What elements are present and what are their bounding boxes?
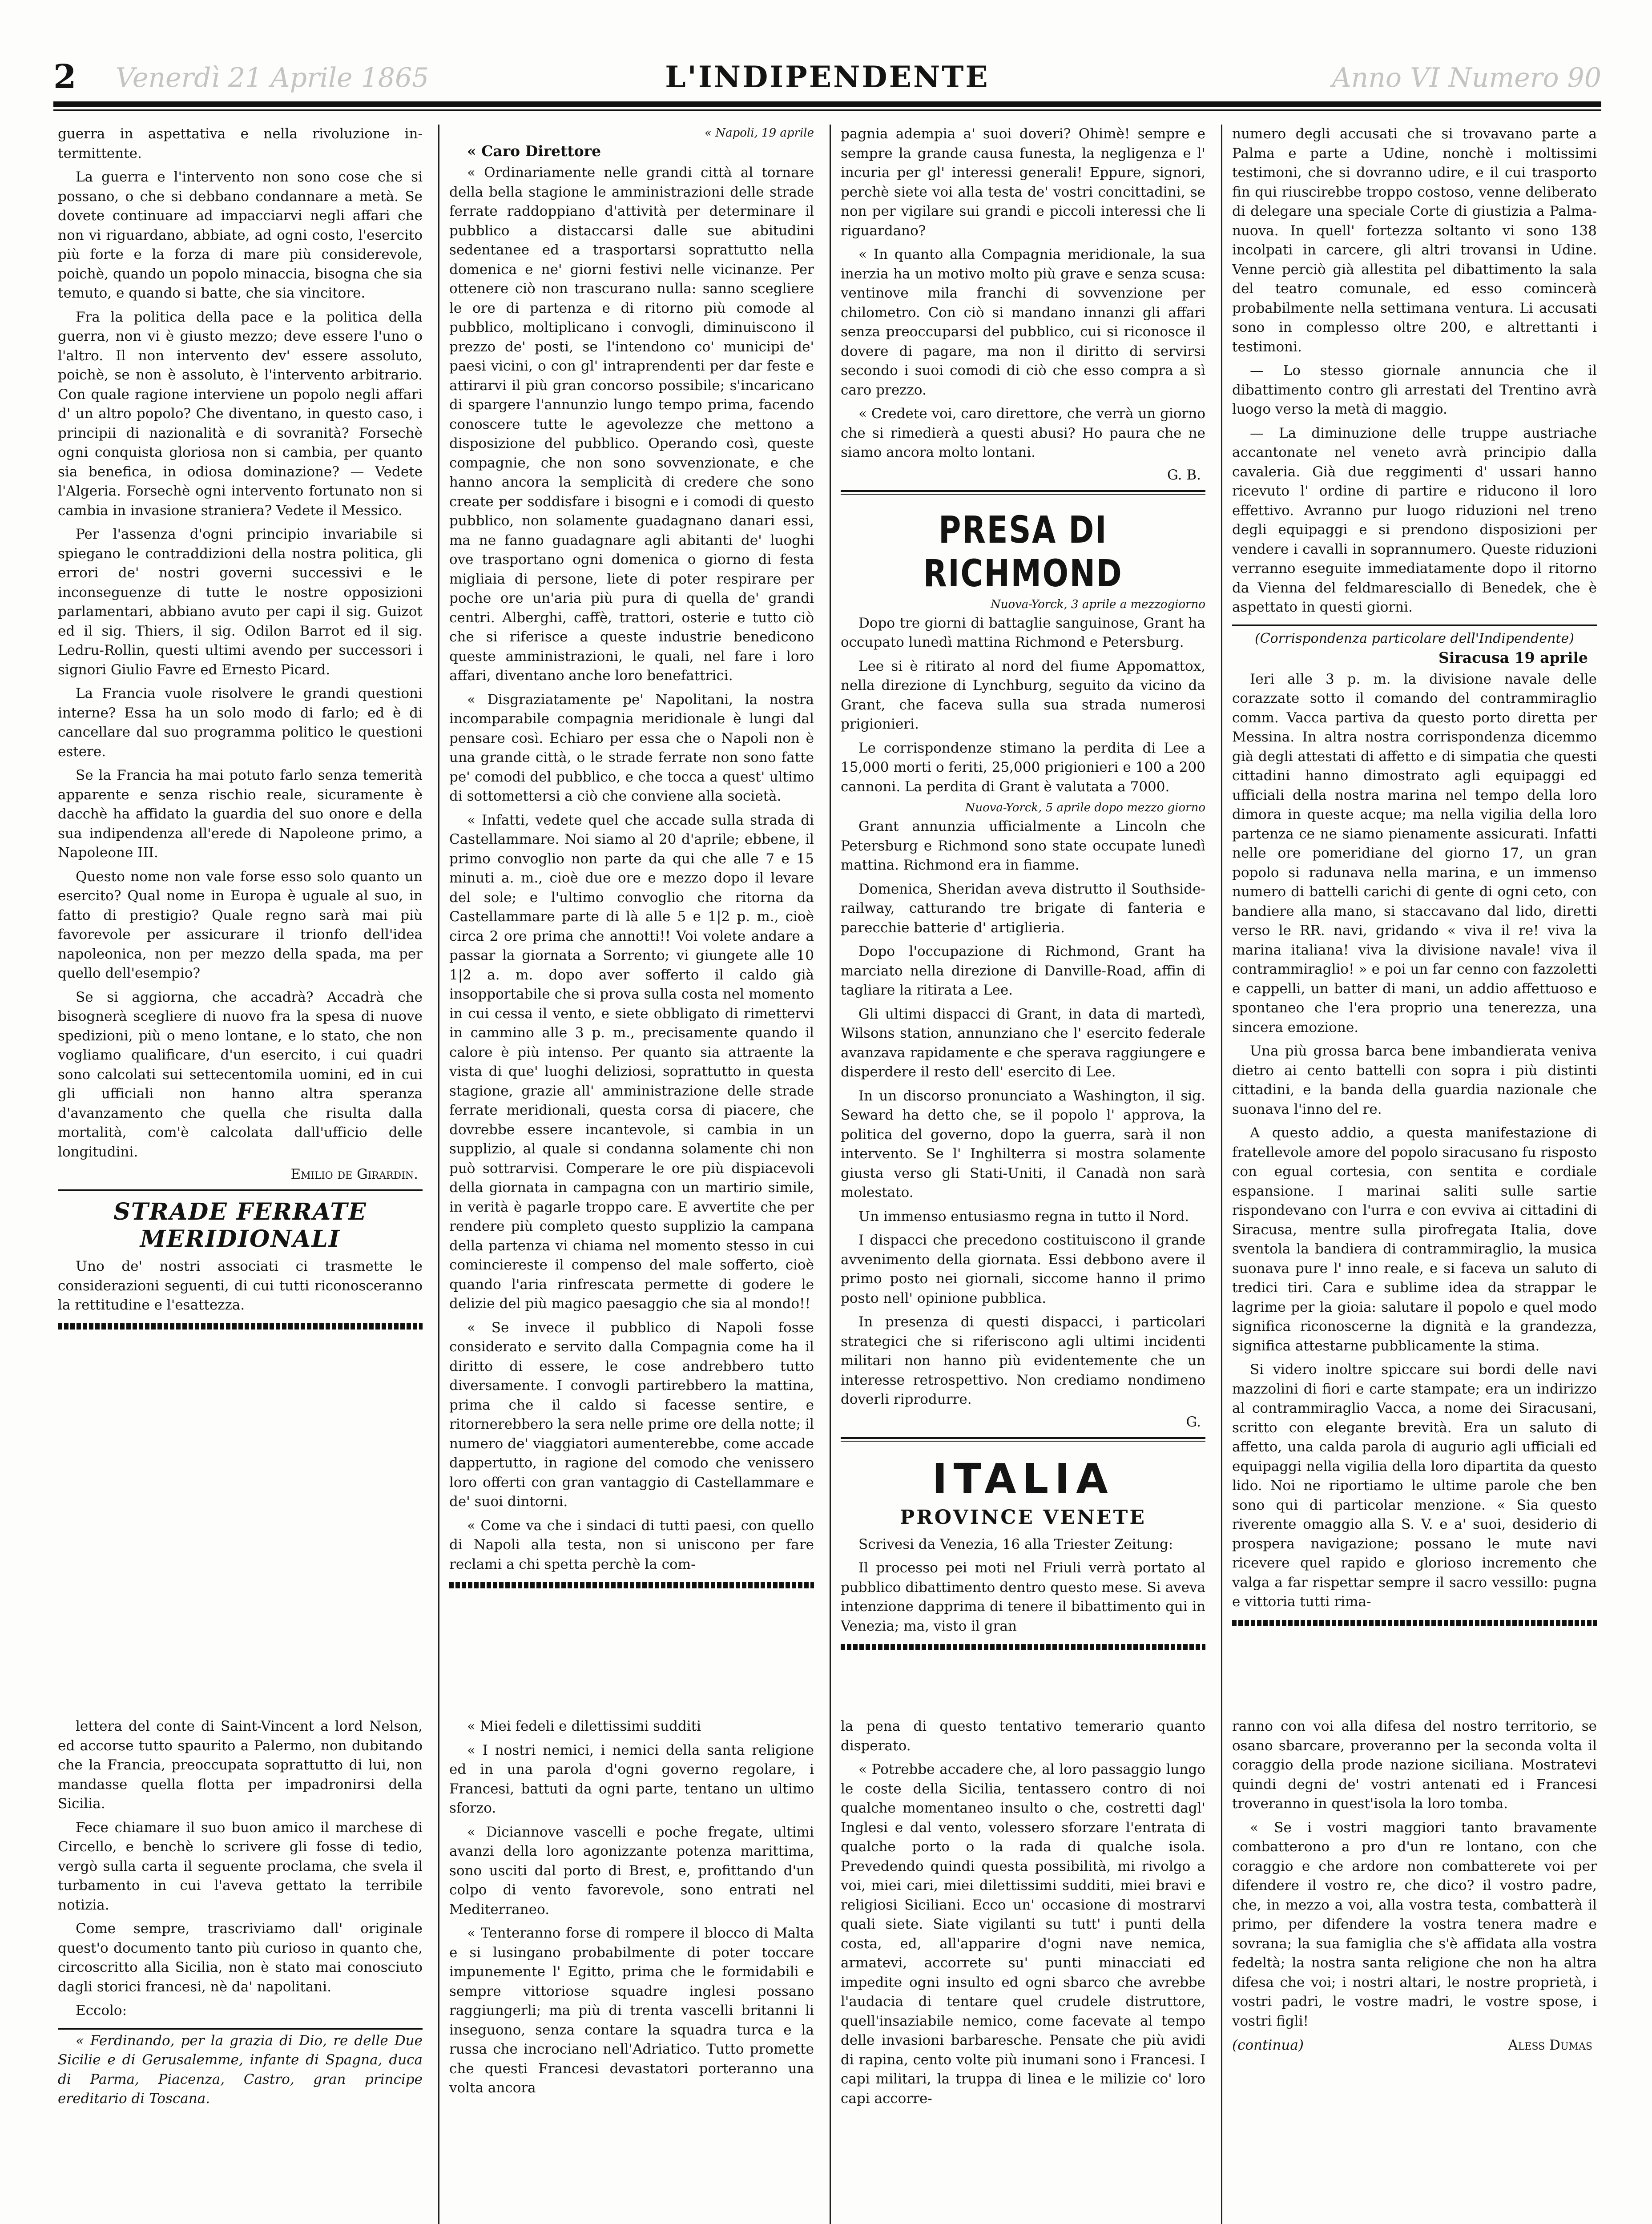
article-paragraph: Il processo pei moti nel Friuli verrà portato al pubblico dibattimento dentro questo mese. Si aveva intenzione dapprima di tenere il bibattimento qui in Venezia; ma, visto il gran bbox=[841, 1560, 1205, 1634]
article-paragraph: « Come va che i sindaci di tutti paesi, con quello di Napoli alla testa, non si uniscono per fare reclami a chi spetta perchè la com- bbox=[449, 1517, 814, 1572]
heading-presa-di-richmond: PRESA DI RICHMOND bbox=[923, 508, 1123, 595]
heading-corrispondenza: (Corrispondenza particolare dell'Indipendente) bbox=[1255, 630, 1574, 646]
column-rule-1 bbox=[438, 125, 439, 2224]
article-paragraph: In presenza di questi dispacci, i particolari strategici che si riferiscono agli ultimi incidenti militari non hanno più evidentemente che un interesse retrospettivo. Non crediamo nondimeno doverli riprodurre. bbox=[841, 1314, 1205, 1407]
section-bar bbox=[58, 1323, 423, 1330]
section-rule bbox=[1232, 624, 1597, 626]
article-paragraph: Per l'assenza d'ogni principio invariabile si spiegano le contraddizioni della nostra politica, gli errori de' nostri governi successivi e le inconseguenze di tutte le nostre opposizioni parlamentari, abbiano avuto per capi il sig. Guizot ed il sig. Thiers, il sig. Odilon Barrot ed il sig. Ledru-Rollin, questi ultimi avendo per successori i signori Giulio Favre ed Ernesto Picard. bbox=[58, 526, 423, 678]
heading-strade-ferrate: STRADE FERRATE MERIDIONALI bbox=[113, 1198, 367, 1253]
dateline-nuova-yorck-2: Nuova-Yorck, 5 aprile dopo mezzo giorno bbox=[965, 801, 1205, 814]
heading-province-venete: PROVINCE VENETE bbox=[900, 1506, 1146, 1529]
article-paragraph: « Credete voi, caro direttore, che verrà un giorno che si rimedierà a questi abusi? Ho paura che ne siamo ancora molto lontani. bbox=[841, 406, 1205, 460]
article-paragraph: I dispacci che precedono costituiscono il grande avvenimento della giornata. Essi debbono avere il primo posto nei giornali, siccome hanno il primo posto nell' opinione pubblica. bbox=[841, 1232, 1205, 1306]
feuilleton-column-3 bbox=[841, 1717, 1205, 2224]
article-paragraph: guerra in aspettativa e nella rivoluzione in-termittente. bbox=[58, 126, 423, 161]
article-paragraph: Gli ultimi dispacci di Grant, in data di martedì, Wilsons station, annunziano che l' esercito federale avanzava rapidamente e che sperava raggiungere e disperdere il resto dell' esercito di Lee. bbox=[841, 1006, 1205, 1080]
feuilleton-paragraph: la pena di questo tentativo temerario quanto disperato. bbox=[841, 1718, 1205, 1754]
bleed-through-issue: Anno VI Numero 90 bbox=[1332, 62, 1601, 93]
feuilleton-column-4 bbox=[1232, 1717, 1597, 2224]
article-paragraph: « Disgraziatamente pe' Napolitani, la nostra incomparabile compagnia meridionale è lungi dal pensare così. Echiaro per essa che o Napoli non è una grande città, o le strade ferrate non sono fatte pe' comodi del pubblico, e che tocca a quest' ultimo di sottomettersi a ciò che conviene alla società. bbox=[449, 691, 814, 804]
bleed-through-date: Venerdì 21 Aprile 1865 bbox=[116, 62, 429, 93]
feuilleton-paragraph: ranno con voi alla difesa del nostro territorio, se osano sbarcare, proveranno per la seconda volta il coraggio della prode nazione siciliana. Mostratevi quindi degni de' vostri antenati ed i Francesi troveranno in quest'isola la loro tomba. bbox=[1232, 1718, 1597, 1812]
article-paragraph: Se si aggiorna, che accadrà? Accadrà che bisognerà scegliere di nuovo fra la spesa di nuove spedizioni, più o meno lontane, e lo stato, che non vogliamo qualificare, d'un esercito, i cui quadri sono calcolati sui settecentomila uomini, ed in cui gli ufficiali non hanno altra speranza d'avanzamento che quella che risulta dalla mortalità, com'è calcolata dall'ufficio delle longitudini. bbox=[58, 989, 423, 1160]
section-rule bbox=[841, 490, 1205, 492]
section-rule bbox=[841, 1437, 1205, 1439]
feuilleton-paragraph: « Diciannove vascelli e poche fregate, ultimi avanzi della loro agonizzante potenza marittima, sono usciti dal porto di Brest, e, profittando d'un colpo di vento favorevole, sono entrati nel Mediterraneo. bbox=[449, 1824, 814, 1918]
continua-label: (continua) bbox=[1232, 2037, 1304, 2053]
strade-intro: Uno de' nostri associati ci trasmette le considerazioni seguenti, di cui tutti riconosceranno la rettitudine e l'esattezza. bbox=[58, 1258, 423, 1313]
section-rule bbox=[58, 2028, 423, 2030]
masthead-rule-thick bbox=[53, 101, 1601, 107]
section-bar bbox=[449, 1582, 814, 1588]
article-paragraph: Questo nome non vale forse esso solo quanto un esercito? Qual nome in Europa è uguale al suo, in fatto di prestigio? Quale regno sarà mai più favorevole per assicurare il trionfo dell'idea napoleonica, non per mezzo della spada, ma per quello dell'esempio? bbox=[58, 868, 423, 981]
article-paragraph: « Infatti, vedete quel che accade sulla strada di Castellammare. Noi siamo al 20 d'aprile; ebbene, il primo convoglio non parte da qui che alle 7 e 15 minuti a. m., cioè due ore e mezzo dopo il levare del sole; e l'ultimo convoglio che ritorna da Castellammare parte di là alle 5 e 1|2 p. m., cioè circa 2 ore prima che annotti!! Voi volete andare a passar la giornata a Sorrento; vi giungete alle 10 1|2 a. m. dopo aver sofferto il caldo già insopportabile che si prova sulla costa nel momento in cui cessa il vento, e siete obbligato di rimettervi in cammino alle 3 p. m., precisamente quando il calore è più intenso. Per quanto sia attraente la vista di que' luoghi deliziosi, soprattutto in questa stagione, grazie all' amministrazione delle strade ferrate meridionali, questa corsa di piacere, che dovrebbe essere incantevole, si cambia in un supplizio, al quale si condanna solamente chi non può sottrarvisi. Comperare le ore più dispiacevoli della giornata in campagna con un martirio simile, in verità è pagarle troppo care. E avvertite che per rendere più completo questo supplizio la campana della partenza vi chiama nel momento stesso in cui cominciereste il compenso del male sofferto, cioè quando l'aria rinfrescata permette di godere le delizie del più magico paesaggio che sia al mondo!! bbox=[449, 812, 814, 1312]
article-paragraph: « Se invece il pubblico di Napoli fosse considerato e servito dalla Compagnia come ha il diritto di essere, le cose andrebbero tutto diversamente. I convogli partirebbero la mattina, prima che il caldo si facesse sentire, e ritornerebbero la sera nelle prime ore della notte; il numero de' viaggiatori aumenterebbe, come accade dappertutto, in ragione del comodo che venissero loro offerti con gran vantaggio di Castellammare e de' suoi dintorni. bbox=[449, 1319, 814, 1510]
masthead bbox=[53, 53, 1601, 102]
dateline-napoli: « Napoli, 19 aprile bbox=[705, 126, 814, 140]
feuilleton-footer bbox=[1232, 2037, 1597, 2053]
signature-gb: G. B. bbox=[1167, 467, 1201, 483]
feuilleton-column-2 bbox=[449, 1717, 814, 2224]
section-rule-thin bbox=[841, 494, 1205, 495]
venezia-intro: Scrivesi da Venezia, 16 alla Triester Zeitung: bbox=[858, 1536, 1173, 1552]
article-paragraph: pagnia adempia a' suoi doveri? Ohimè! sempre e sempre la grande causa funesta, la negligenza e l' incuria per gl' interessi generali! Eppure, signori, perchè siete voi alla testa de' vostri concittadini, se non per vigilare sui grandi e piccoli interessi che li riguardano? bbox=[841, 126, 1205, 239]
article-paragraph: Grant annunzia ufficialmente a Lincoln che Petersburg e Richmond sono state occupate lunedì mattina. Richmond era in fiamme. bbox=[841, 818, 1205, 873]
feuilleton-paragraph: Fece chiamare il suo buon amico il marchese di Circello, e benchè lo scrivere gli fosse di tedio, vergò sulla carta il seguente proclama, che svela il turbamento in cui l'aveva gettato la terribile notizia. bbox=[58, 1819, 423, 1913]
article-paragraph: Se la Francia ha mai potuto farlo senza temerità apparente e senza rischio reale, sicuramente è dacchè ha affidato la guardia del suo onore e della sua indipendenza all'erede di Napoleone primo, a Napoleone III. bbox=[58, 767, 423, 861]
feuilleton-paragraph: « Se i vostri maggiori tanto bravamente combatterono a pro d'un re lontano, con che coraggio e che ardore non combatterete voi per difendere il vostro re, che dico? il vostro padre, che, in mezzo a voi, alla vostra testa, combatterà il primo, per difendere la vostra tenera madre e sovrana; la sua famiglia che s'è affidata alla vostra fedeltà; la nostra santa religione che non ha altra difesa che voi; i nostri altari, le nostre proprietà, i vostri padri, le vostre madri, le vostre spose, i vostri figli! bbox=[1232, 1819, 1597, 2029]
masthead-rule-thin bbox=[53, 109, 1601, 111]
signature-girardin: Emilio de Girardin. bbox=[290, 1166, 418, 1182]
ferdinando-proclamation: « Ferdinando, per la grazia di Dio, re delle Due Sicilie e di Gerusalemme, infante di Spagna, duca di Parma, Piacenza, Castro, gran principe ereditario di Toscana. bbox=[58, 2032, 423, 2107]
article-paragraph: Ieri alle 3 p. m. la divisione navale delle corazzate sotto il comando del contrammiraglio comm. Vacca partiva da questo porto diretta per Messina. In altra nostra corrispondenza dicemmo già degli attestati di affetto e di simpatia che questi cittadini hanno dimostrato agli equipaggi ed ufficiali della nostra marina nel tempo della loro dimora in queste acque; ma nella vigilia della loro partenza ce ne siamo pienamente assicurati. Infatti nelle ore pomeridiane del giorno 17, un gran popolo si radunava nella marina, e un immenso numero di battelli carichi di gente di ogni ceto, con bandiere alla mano, si staccavano dal lido, diretti verso le RR. navi, gridando « viva il re! viva la marina italiana! viva la divisione navale! viva il contrammiraglio! » e poi un far cenno con fazzoletti e cappelli, un batter di mani, un addio affettuoso e spontaneo che l'era proprio una tenerezza, una sincera emozione. bbox=[1232, 671, 1597, 1035]
article-paragraph: Si videro inoltre spiccare sui bordi delle navi mazzolini di fiori e carte stampate; era un indirizzo al contrammiraglio Vacca, a nome dei Siracusani, scritto con elegante brevità. Era un saluto di affetto, una calda parola di augurio agli ufficiali ed equipaggi nella vigilia della loro dipartita da questo lido. Noi ne riportiamo le ultime parole che ben sono qui di particolar menzione. « Sia questo riverente omaggio alla S. V. e a' suoi, desiderio di prospera navigazione; possano le mute navi ricevere quel rapido e glorioso incremento che valga a far rispettar sempre il sacro vessillo: pugna e vittoria tutti rima- bbox=[1232, 1362, 1597, 1610]
article-paragraph: Dopo tre giorni di battaglie sanguinose, Grant ha occupato lunedì mattina Richmond e Petersburg. bbox=[841, 615, 1205, 650]
article-paragraph: In un discorso pronunciato a Washington, il sig. Seward ha detto che, se il popolo l' approva, la politica del governo, dopo la guerra, sarà il non intervento. Se l' Inghilterra si mostra solamente giusta verso gli Stati-Uniti, il Canadà non sarà molestato. bbox=[841, 1088, 1205, 1201]
article-paragraph: La Francia vuole risolvere le grandi questioni interne? Essa ha un solo modo di farlo; ed è di cancellare dal suo programma politico le questioni estere. bbox=[58, 685, 423, 760]
page-number: 2 bbox=[53, 58, 77, 96]
heading-italia: ITALIA bbox=[932, 1454, 1114, 1503]
article-paragraph: A questo addio, a questa manifestazione di fratellevole amore del popolo siracusano fu risposto con egual cortesia, con sentita e cordiale espansione. I marinai saliti sulle sartie rispondevano con l'urra e con evviva ai cittadini di Siracusa, mentre sulla pirofregata Italia, dove sventola la bandiera di contrammiraglio, la musica suonava pure l' inno reale, e si faceva un saluto di tredici tiri. Cara e sublime idea da strappar le lagrime per la gioia: salutare il popolo e quel modo significa riconoscerne la dignità e la grandezza, significa attestarne pubblicamente la stima. bbox=[1232, 1125, 1597, 1354]
article-paragraph: Lee si è ritirato al nord del fiume Appomattox, nella direzione di Lynchburg, seguito da vicino da Grant, che faceva sulla sua strada numerosi prigionieri. bbox=[841, 658, 1205, 732]
article-paragraph: « Ordinariamente nelle grandi città al tornare della bella stagione le amministrazioni delle strade ferrate raddoppiano d'attività per determinare il pubblico a distaccarsi dalle sue abitudini sedentanee ed a trasportarsi soprattutto nella domenica e ne' giorni festivi nelle vicinanze. Per ottenere ciò non trascurano nulla: sanno scegliere le ore di partenza e di ritorno più comode al pubblico, moltiplicano i convogli, diminuiscono il prezzo de' posti, se l'intendono co' municipi de' paesi vicini, o con gl' intraprendenti per dar feste e attirarvi il più gran concorso possibile; s'incaricano di spargere l'annunzio lungo tempo prima, facendo conoscere tutte le agevolezze che mettono a disposizione del pubblico. Operando così, queste compagnie, che non sono sovvenzionate, e che hanno ancora la semplicità di credere che sono create per soddisfare i bisogni e i comodi di questo pubblico, non solamente guadagnano danari essi, ma ne fanno guadagnare agli abitanti de' luoghi ove trasportano ogni domenica o giorno di festa migliaia di persone, liete di poter respirare per poche ore un'aria più pura di quella de' grandi centri. Alberghi, caffè, trattori, osterie e tutto ciò che si riferisce a queste industrie benedicono queste amministrazioni, le quali, nel fare i loro affari, diventano anche loro benefattrici. bbox=[449, 165, 814, 684]
dateline-siracusa: Siracusa 19 aprile bbox=[1438, 649, 1588, 666]
newspaper-title: L'INDIPENDENTE bbox=[665, 60, 990, 94]
article-paragraph: Fra la politica della pace e la politica della guerra, non vi è giusto mezzo; deve essere l'uno o l'altro. Il non intervento dev' essere assoluto, poichè, se non è assoluto, è l'intervento arbitrario. Con quale ragione intervienе un popolo negli affari d' un altro popolo? Che diventano, in questo caso, i principii di nazionalità e di sovranità? Forsechè ogni conquista gloriosa non si cambia, per quanto sia benefica, in odiosa dominazione? — Vedete l'Algeria. Forsechè ogni intervento fortunato non si cambia in invasione straniera? Vedete il Messico. bbox=[58, 309, 423, 519]
article-paragraph: « In quanto alla Compagnia meridionale, la sua inerzia ha un motivo molto più grave e senza scusa: ventinove mila franchi di sovvenzione per chilometro. Con ciò si mandano innanzi gli affari senza preoccuparsi del pubblico, cui si riconosce il dovere di pagare, ma non il diritto di servirsi secondo i suoi comodi di ciò che esso compra a sì caro prezzo. bbox=[841, 246, 1205, 398]
article-paragraph: Una più grossa barca bene imbandierata veniva dietro ai cento battelli con sopra i più distinti cittadini, e la banda della guardia nazionale che suonava l'inno del re. bbox=[1232, 1043, 1597, 1117]
article-paragraph: Dopo l'occupazione di Richmond, Grant ha marciato nella direzione di Danville-Road, affin di tagliare la ritirata a Lee. bbox=[841, 943, 1205, 998]
article-paragraph: numero degli accusati che si trovavano parte a Palma e parte a Udine, nonchè i moltissimi testimoni, che si dovranno udire, e il cui trasporto fin qui riuscirebbe troppo costoso, venne deliberato di delegare una speciale Corte di giustizia a Palma-nuova. In quell' fortezza soltanto vi sono 138 incolpati in carcere, gli altri trovansi in Udine. Venne perciò già allestita pel dibattimento la sala del teatro comunale, ed esso comincerà probabilmente nella settimana ventura. Li accusati sono in complesso oltre 200, e altrettanti i testimoni. bbox=[1232, 126, 1597, 355]
section-rule bbox=[58, 1189, 423, 1191]
section-rule-thin bbox=[841, 1441, 1205, 1442]
article-paragraph: Domenica, Sheridan aveva distrutto il Southside-railway, catturando tre brigate di fanteria e parecchie batterie d' artiglieria. bbox=[841, 881, 1205, 936]
article-paragraph: Le corrispondenze stimano la perdita di Lee a 15,000 morti o feriti, 25,000 prigionieri e 100 a 200 cannoni. La perdita di Grant è valutata a 7000. bbox=[841, 740, 1205, 795]
article-paragraph: — Lo stesso giornale annuncia che il dibattimento contro gli arrestati del Trentino avrà luogo verso la metà di maggio. bbox=[1232, 363, 1597, 417]
author-dumas: Aless Dumas bbox=[1508, 2037, 1592, 2053]
column-rule-2 bbox=[830, 125, 831, 2224]
feuilleton-paragraph: lettera del conte di Saint-Vincent a lord Nelson, ed accorse tutto spaurito a Palermo, non dubitando che la Francia, preoccupata soprattutto di lui, non mandasse quella flotta per impadronirsi della Sicilia. bbox=[58, 1718, 423, 1812]
article-paragraph: Un immenso entusiasmo regna in tutto il Nord. bbox=[858, 1208, 1189, 1225]
signature-g: G. bbox=[1186, 1414, 1201, 1430]
section-bar bbox=[841, 1644, 1205, 1650]
section-bar bbox=[1232, 1620, 1597, 1626]
column-rule-3 bbox=[1221, 125, 1222, 2224]
salutation: « Caro Direttore bbox=[467, 142, 601, 160]
feuilleton-paragraph: « Miei fedeli e dilettissimi sudditi bbox=[467, 1718, 701, 1734]
article-paragraph: La guerra e l'intervento non sono cose che si possano, o che si debbano condannare a metà. Se dovete continuare ad impacciarvi negli affari che non vi riguardano, abbiate, ad ogni costo, l'esercito più forte e la forza di mare più considerevole, poichè, quando un popolo minaccia, bisogna che sia temuto, e quando si batte, che sia vincitore. bbox=[58, 169, 423, 301]
feuilleton-column-1 bbox=[58, 1717, 423, 2224]
feuilleton-paragraph: « I nostri nemici, i nemici della santa religione ed in una parola d'ogni governo regolare, i Francesi, battuti da ogni parte, tentano un ultimo sforzo. bbox=[449, 1742, 814, 1816]
dateline-nuova-yorck-1: Nuova-Yorck, 3 aprile a mezzogiorno bbox=[990, 597, 1205, 611]
feuilleton-paragraph: Eccolo: bbox=[76, 2002, 127, 2019]
feuilleton-paragraph: « Tenteranno forse di rompere il blocco di Malta e si lusingano probabilmente di poter toccare impunemente l' Egitto, prima che le formidabili e sempre vittoriose squadre inglesi possano raggiungerli; ma più di trenta vascelli britanni li inseguono, senza contare la squadra turca e la russa che incrociano nell'Adriatico. Tutto promette che questi Francesi devastatori porteranno una volta ancora bbox=[449, 1925, 814, 2096]
feuilleton-paragraph: « Potrebbe accadere che, al loro passaggio lungo le coste della Sicilia, tentassero contro di noi qualche momentaneo insulto o che, costretti dagl' Inglesi e dal vento, volessero sforzare l'entrata di qualche porto o la rada di qualche isola. Prevedendo quindi questa possibilità, mi rivolgo a voi, miei cari, miei dilettissimi sudditi, miei bravi e religiosi Siciliani. Ecco un' occasione di mostrarvi quali siete. Siate vigilanti su tutt' i punti della costa, ed, all'apparire d'ogni nave nemica, armatevi, accorrete su' punti minacciati ed impedite ogni insulto ed ogni sbarco che avrebbe l'audacia di tentare quel crudele distruttore, quell'insaziabile nemico, come facevate al tempo delle invasioni barbaresche. Pensate che più avidi di rapina, cento volte più inumani sono i Francesi. I capi militari, la truppa di linea e le milizie co' loro capi accorre- bbox=[841, 1761, 1205, 2107]
article-paragraph: — La diminuzione delle truppe austriache accantonate nel veneto avrà principio dalla cavaleria. Già due reggimenti d' ussari hanno ricevuto l' ordine di partire e riducono il loro effettivo. Avranno pur luogo riduzioni nel treno degli equipaggi e si prendono disposizioni per vendere i cavalli in soprannumero. Queste riduzioni verranno eseguite immediatamente dopo il ritorno da Vienna del feldmaresciallo di Benedek, che è aspettato in questi giorni. bbox=[1232, 425, 1597, 615]
feuilleton-paragraph: Come sempre, trascriviamo dall' originale quest'o documento tanto più curioso in quanto che, circoscritto alla Sicilia, non è stato mai conosciuto dagli storici francesi, nè da' napolitani. bbox=[58, 1921, 423, 1995]
